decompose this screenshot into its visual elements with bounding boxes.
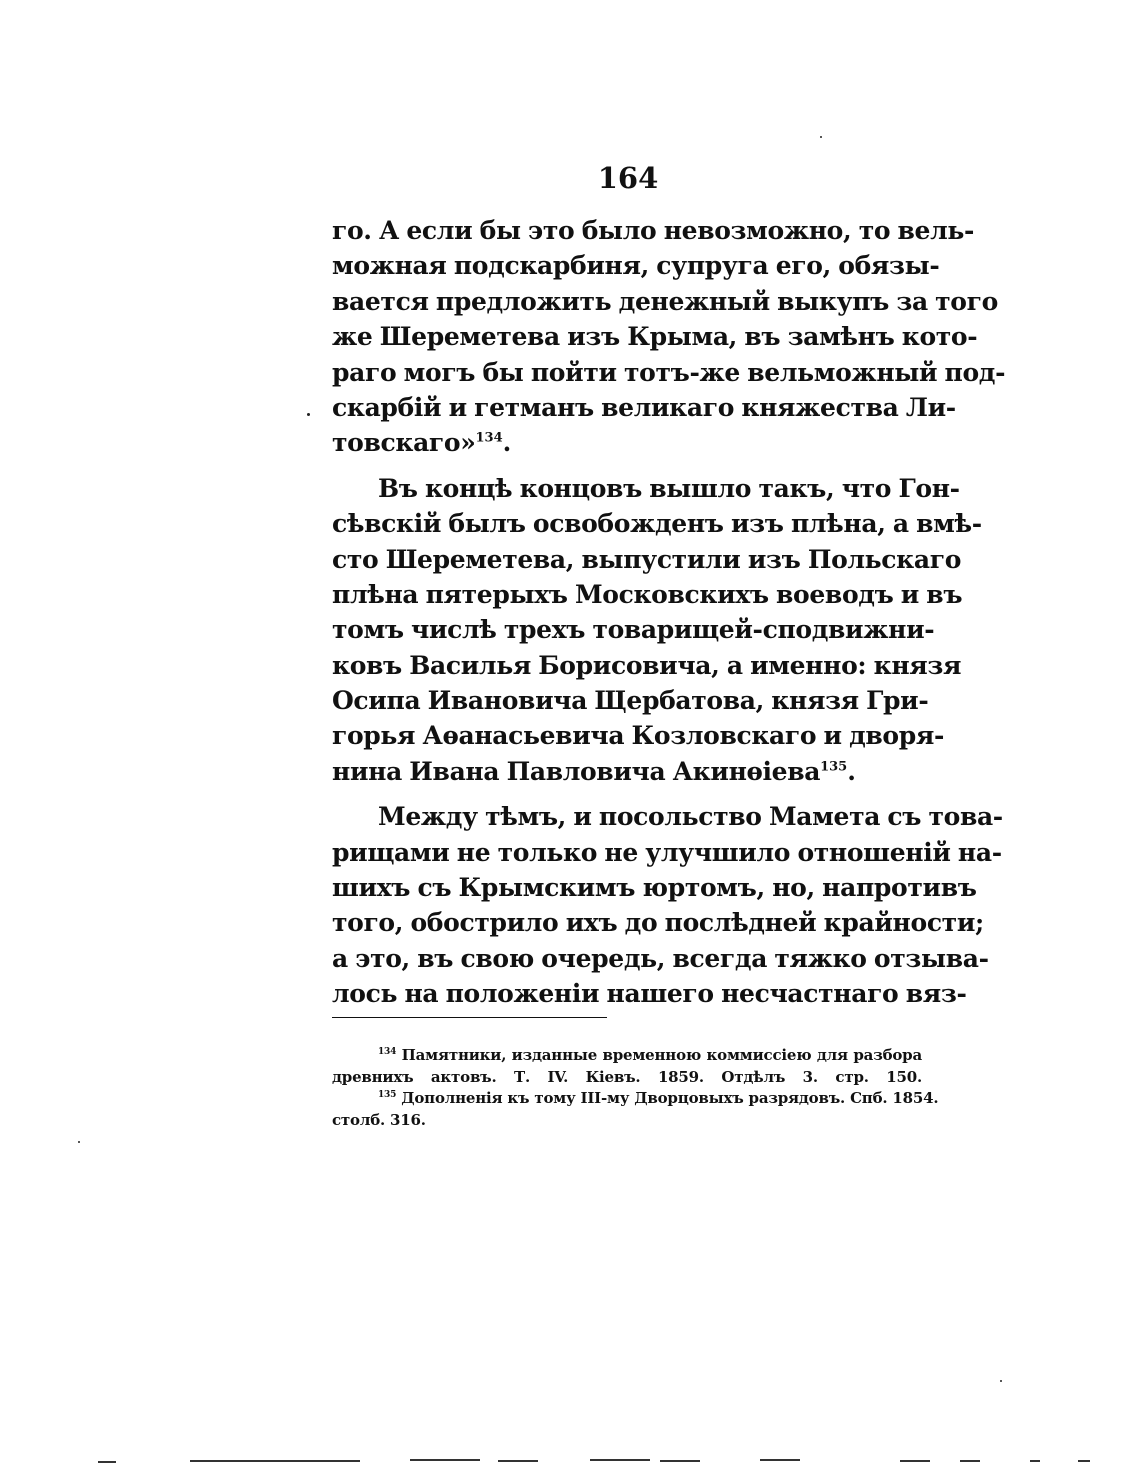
- page-number: 164: [597, 161, 659, 195]
- text-line: плѣна пятерыхъ Московскихъ воеводъ и въ: [332, 579, 963, 609]
- main-text: [332, 213, 1006, 1012]
- text-line: го. А если бы это было невозможно, то вель-: [332, 216, 975, 245]
- footnote-line: столб. 316.: [332, 1110, 426, 1129]
- footnote-135: [332, 1088, 939, 1131]
- footnote-line: [332, 1045, 922, 1067]
- text-line: томъ числѣ трехъ товарищей-сподвижни-: [332, 615, 935, 645]
- footnote-134: [332, 1045, 922, 1088]
- text-line: рищами не только не улучшило отношеній на-: [332, 837, 1002, 867]
- footnote-divider: [332, 1017, 607, 1018]
- paragraph: [332, 799, 1003, 1011]
- text-line: скарбій и гетманъ великаго княжества Ли-: [332, 392, 956, 422]
- text-line: горья Аѳанасьевича Козловскаго и дворя-: [332, 721, 945, 751]
- footnote-ref-134[interactable]: 134: [475, 431, 503, 447]
- text-fragment: нина Ивана Павловича Акинѳіева: [332, 756, 821, 786]
- footnote-mark: 135: [378, 1090, 397, 1100]
- text-line: шихъ съ Крымскимъ юртомъ, но, напротивъ: [332, 873, 977, 903]
- footnote-mark: 134: [378, 1047, 397, 1057]
- text-line: вается предложить денежный выкупъ за того: [332, 286, 998, 316]
- text-fragment: .: [502, 428, 511, 458]
- text-fragment: товскаго»: [332, 428, 476, 458]
- text-line: ковъ Василья Борисовича, а именно: князя: [332, 650, 962, 680]
- text-line: сѣвскій былъ освобожденъ изъ плѣна, а вмѣ-: [332, 509, 982, 539]
- text-line: Осипа Ивановича Щербатова, князя Гри-: [332, 686, 929, 716]
- text-line: же Шереметева изъ Крыма, въ замѣнъ кото-: [332, 322, 978, 352]
- text-fragment: .: [847, 756, 856, 786]
- scan-speck: [307, 413, 310, 416]
- scan-edge-marks: [0, 1455, 1140, 1473]
- text-line: можная подскарбиня, супруга его, обязы-: [332, 251, 940, 281]
- text-line: [332, 754, 922, 789]
- text-line: Между тѣмъ, и посольство Мамета съ това-: [378, 802, 1003, 832]
- scan-speck: [78, 1141, 80, 1143]
- paragraph: [332, 471, 982, 790]
- footnotes: [332, 1045, 939, 1131]
- text-line: а это, въ свою очередь, всегда тяжко отзыва-: [332, 943, 989, 973]
- footnote-text: Памятники, изданные временною коммиссіею для разбора: [401, 1046, 922, 1064]
- footnote-text: Дополненія къ тому III-му Дворцовыхъ разрядовъ. Спб. 1854.: [401, 1089, 939, 1107]
- footnote-line: [332, 1088, 939, 1110]
- footnote-ref-135[interactable]: 135: [820, 759, 848, 775]
- text-line: Въ концѣ концовъ вышло такъ, что Гон-: [378, 473, 960, 503]
- paragraph: [332, 213, 1006, 461]
- footnote-line: древнихъ актовъ. Т. IV. Кіевъ. 1859. Отдѣлъ 3. стр. 150.: [332, 1067, 922, 1086]
- text-line: сто Шереметева, выпустили изъ Польскаго: [332, 544, 962, 574]
- text-line: лось на положеніи нашего несчастнаго вяз-: [332, 979, 967, 1009]
- scan-speck: [1000, 1380, 1002, 1382]
- text-line: того, обострило ихъ до послѣдней крайности;: [332, 908, 984, 938]
- text-line: раго могъ бы пойти тотъ-же вельможный под-: [332, 357, 1006, 387]
- scan-speck: [820, 136, 822, 138]
- text-line: [332, 425, 922, 460]
